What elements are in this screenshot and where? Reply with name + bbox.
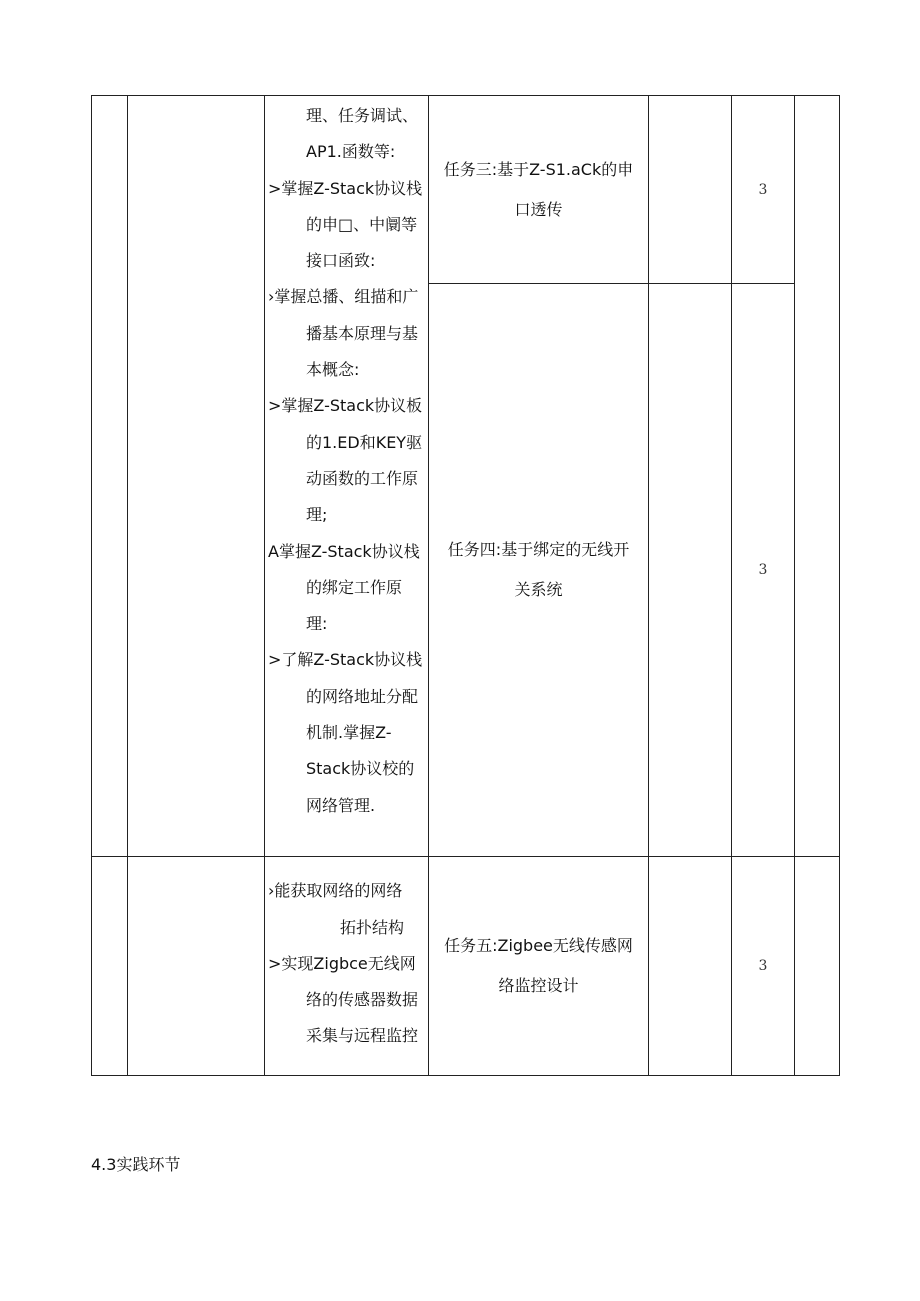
- empty-cell: [649, 284, 732, 857]
- objective-line: 播基本原理与基: [306, 323, 419, 343]
- task-title-line: 任务四:基于绑定的无线开: [447, 540, 630, 559]
- objective-line: A掌握Z-Stack协议栈: [268, 541, 420, 561]
- task-title-line: 络监控设计: [498, 976, 579, 995]
- hours-cell: 3: [732, 857, 795, 1076]
- section-heading: 4.3实践环节: [91, 1155, 181, 1174]
- objective-line: 本概念:: [306, 360, 360, 380]
- objective-line: 的绑定工作原: [306, 577, 403, 597]
- task-cell: [429, 284, 649, 857]
- empty-cell: [649, 96, 732, 284]
- table-row: [92, 96, 840, 284]
- objective-line: 理;: [306, 505, 328, 525]
- task-title-line: 任务五:Zigbee无线传感网: [444, 936, 633, 955]
- objective-line: 理、任务调试、: [306, 106, 419, 125]
- empty-cell: [92, 857, 128, 1076]
- objective-line: 理:: [306, 614, 328, 634]
- task-cell: [429, 857, 649, 1076]
- empty-cell: [795, 857, 840, 1076]
- empty-cell: [795, 96, 840, 857]
- objectives-cell: [265, 857, 429, 1076]
- objective-line: >掌握Z-Stack协议栈: [268, 178, 423, 198]
- objective-line: 动函数的工作原: [306, 468, 419, 488]
- objectives-cell: [265, 96, 429, 857]
- objective-line: ›掌握总播、组描和广: [268, 287, 419, 307]
- objective-line: 采集与远程监控: [306, 1026, 419, 1046]
- objective-line: 的申□、中阛等: [306, 214, 418, 234]
- objective-line: 接口函致:: [306, 251, 376, 271]
- objective-line: Stack协议校的: [306, 759, 415, 779]
- objectives-list: [265, 96, 428, 830]
- hours-cell: 3: [732, 96, 795, 284]
- task-title-line: 关系统: [514, 580, 563, 599]
- hours-cell: 3: [732, 284, 795, 857]
- task-title-line: 口透传: [514, 199, 563, 219]
- objective-line: 拓扑结构: [340, 917, 405, 937]
- empty-cell: [92, 96, 128, 857]
- objective-line: 网络管理.: [306, 795, 376, 815]
- objective-line: >掌握Z-Stack协议板: [268, 396, 423, 416]
- objective-line: >了解Z-Stack协议栈: [268, 650, 423, 670]
- task-cell: [429, 96, 649, 284]
- objective-line: 的1.ED和KEY驱: [306, 432, 423, 452]
- empty-cell: [128, 96, 265, 857]
- objective-line: 络的传感器数据: [306, 990, 419, 1010]
- empty-cell: [128, 857, 265, 1076]
- objectives-list: [265, 871, 428, 1060]
- objective-line: 机制.掌握Z-: [306, 723, 392, 743]
- objective-line: 的网络地址分配: [306, 686, 419, 706]
- task-title-line: 任务三:基于Z-S1.aCk的申: [443, 159, 634, 179]
- objective-line: AP1.函数等:: [306, 142, 396, 162]
- table-row: [92, 857, 840, 1076]
- objective-line: ›能获取网络的网络: [268, 881, 403, 901]
- objective-line: >实现Zigbce无线网: [268, 953, 416, 973]
- empty-cell: [649, 857, 732, 1076]
- course-table: [91, 95, 840, 1076]
